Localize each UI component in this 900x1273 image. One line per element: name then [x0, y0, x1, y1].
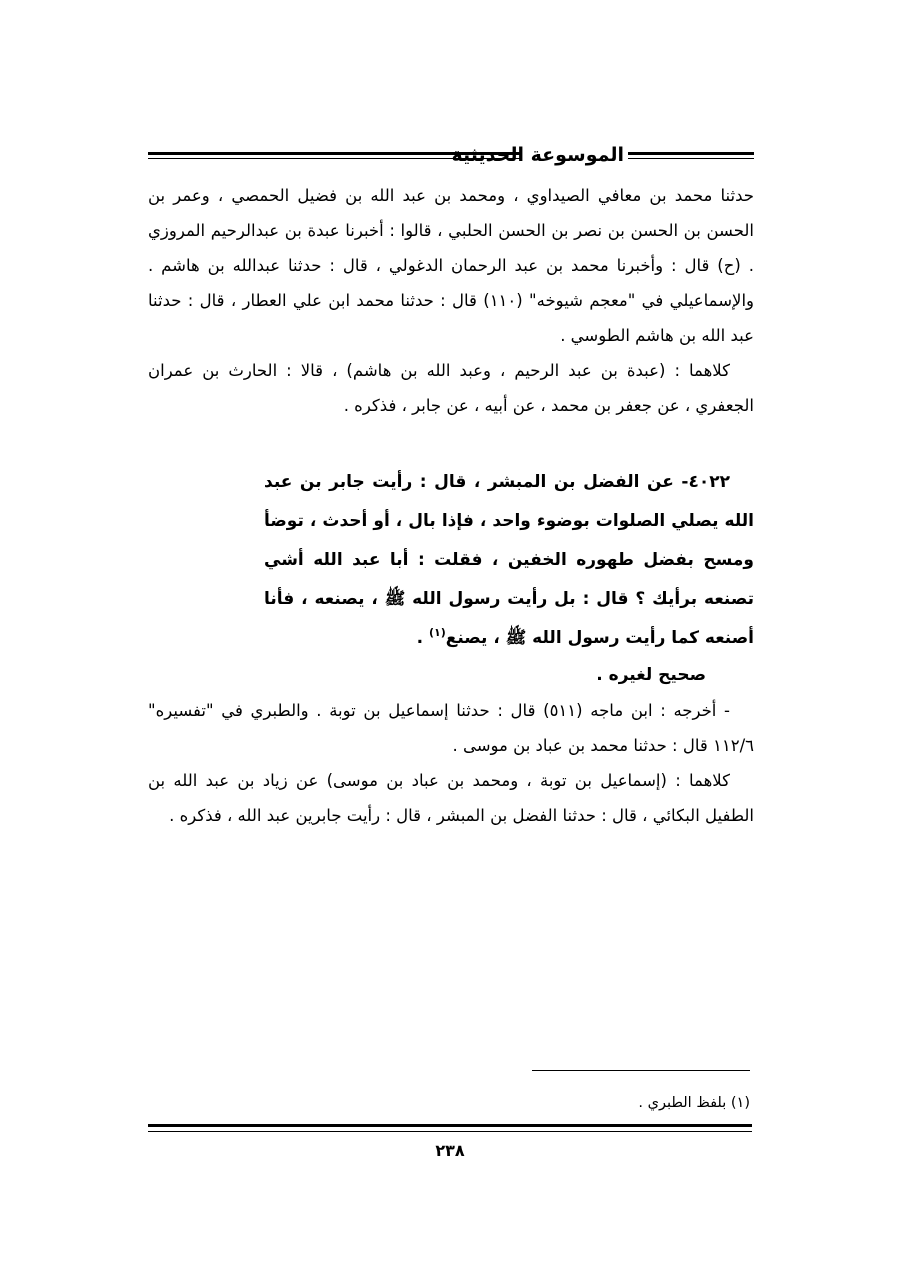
header-rule-left [148, 152, 520, 159]
paragraph-chain-3: كلاهما : (إسماعيل بن توبة ، ومحمد بن عباد بن موسى) عن زياد بن عبد الله بن الطفيل البكائي ، قال : حدثنا الفضل بن المبشر ، قال : رأيت جابرين عبد الله ، فذكره . [148, 771, 754, 825]
paragraph-takhrij: - أخرجه : ابن ماجه (٥١١) قال : حدثنا إسماعيل بن توبة . والطبري في "تفسيره" ١١٢/٦ قال : حدثنا محمد بن عباد بن موسى . [148, 701, 754, 755]
main-text [148, 178, 754, 833]
footnote-separator [532, 1070, 750, 1071]
section-gap [148, 423, 754, 463]
page-number: ٢٣٨ [435, 1141, 465, 1160]
hadith-body: ٤٠٢٢- عن الفضل بن المبشر ، قال : رأيت جابر بن عبد الله يصلي الصلوات بوضوء واحد ، فإذا بال ، أو أحدث ، توضأ ومسح بفضل طهوره الخفين ، فقلت : أبا عبد الله أشي تصنعه برأيك ؟ قال : بل رأيت رسول الله ﷺ ، يصنعه ، فأنا أصنعه كما رأيت رسول الله ﷺ ، يصنع [264, 472, 754, 648]
paragraph-chain-2: كلاهما : (عبدة بن عبد الرحيم ، وعبد الله بن هاشم) ، قالا : الحارث بن عمران الجعفري ، عن جعفر بن محمد ، عن أبيه ، عن جابر ، فذكره . [148, 361, 754, 415]
footer-rule [148, 1124, 752, 1132]
header-rule-right [628, 152, 754, 159]
header-title: الموسوعة الحديثية [451, 144, 624, 166]
footnote: (١) بلفظ الطبري . [638, 1095, 750, 1111]
hadith-grade: صحيح لغيره . [596, 665, 706, 685]
hadith-end: . [416, 628, 429, 648]
running-header [148, 140, 754, 172]
hadith-text [264, 463, 754, 658]
paragraph-chain-1: حدثنا محمد بن معافي الصيداوي ، ومحمد بن عبد الله بن فضيل الحمصي ، وعمر بن الحسن بن الحسن بن نصر بن الحسن الحلبي ، قالوا : أخبرنا عبدة بن عبدالرحيم المروزي . (ح) قال : وأخبرنا محمد بن عبد الرحمان الدغولي ، قال : حدثنا عبدالله بن هاشم . والإسماعيلي في "معجم شيوخه" (١١٠) قال : حدثنا محمد ابن علي العطار ، قال : حدثنا عبد الله بن هاشم الطوسي . [148, 186, 755, 345]
footnote-marker: (١) [428, 626, 446, 639]
